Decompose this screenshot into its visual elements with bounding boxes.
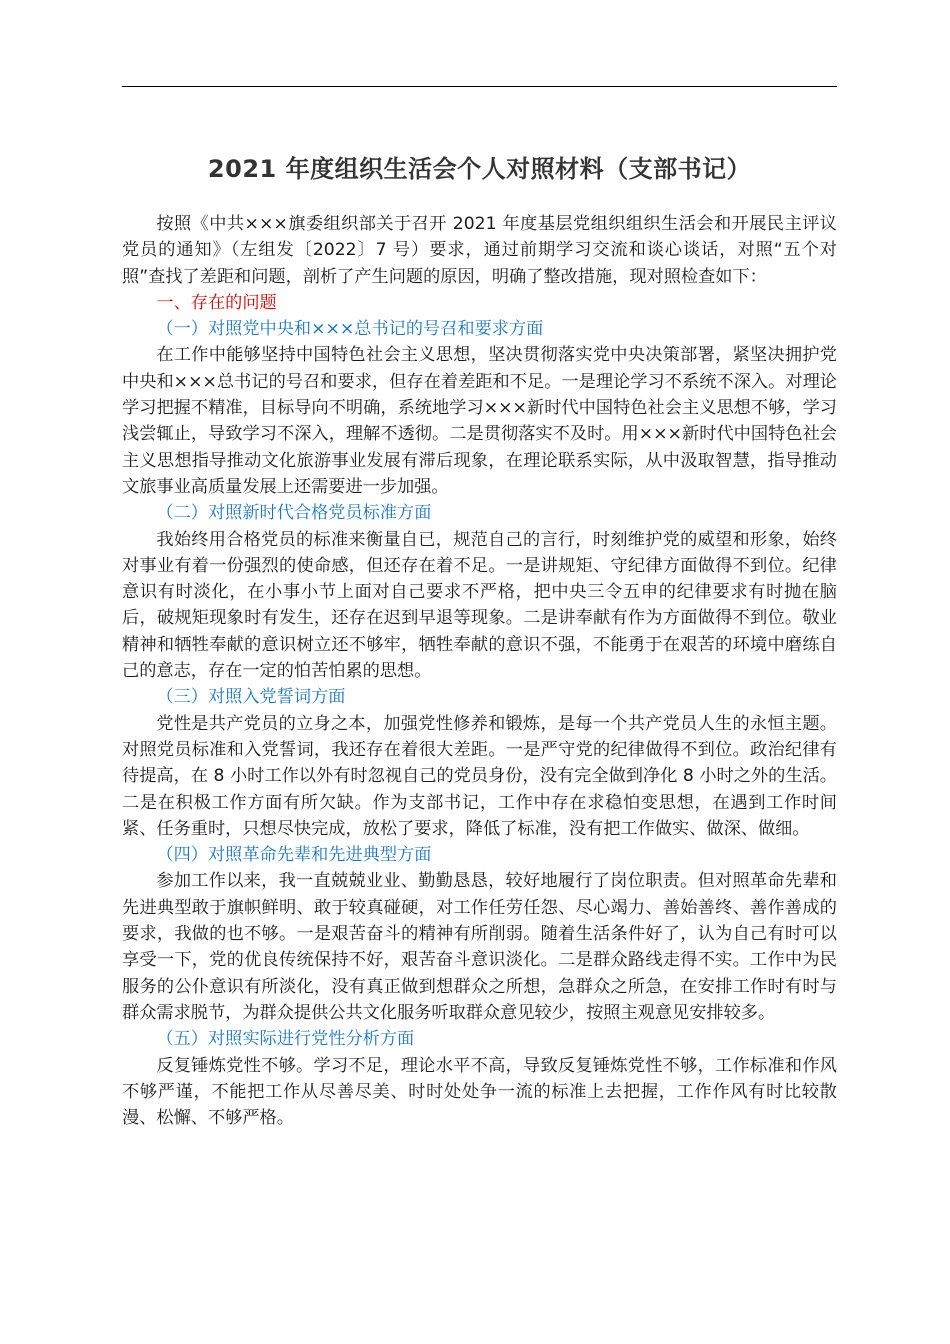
subsection-paragraph-3: 党性是共产党员的立身之本，加强党性修养和锻炼，是每一个共产党员人生的永恒主题。对照党员标准和入党誓词，我还存在着很大差距。一是严守党的纪律做得不到位。政治纪律有待提高，在 8 小时工作以外有时忽视自己的党员身份，没有完全做到净化 8 小时之外的生活。二是在积极工作方面有所欠缺。作为支部书记，工作中存在求稳怕变思想，在遇到工作时间紧、任务重时，只想尽快完成，放松了要求，降低了标准，没有把工作做实、做深、做细。 <box>122 713 837 839</box>
subsection-paragraph-1: 在工作中能够坚持中国特色社会主义思想，坚决贯彻落实党中央决策部署，紧坚决拥护党中央和×××总书记的号召和要求，但存在着差距和不足。一是理论学习不系统不深入。对理论学习把握不精准，目标导向不明确，系统地学习×××新时代中国特色社会主义思想不够，学习浅尝辄止，导致学习不深入，理解不透彻。二是贯彻落实不及时。用×××新时代中国特色社会主义思想指导推动文化旅游事业发展有滞后现象，在理论联系实际，从中汲取智慧，指导推动文旅事业高质量发展上还需要进一步加强。 <box>122 345 837 497</box>
subsection-heading-5: （五）对照实际进行党性分析方面 <box>156 1029 415 1050</box>
subsection-paragraph-4: 参加工作以来，我一直兢兢业业、勤勤恳恳，较好地履行了岗位职责。但对照革命先辈和先进典型敢于旗帜鲜明、敢于较真碰硬，对工作任劳任怨、尽心竭力、善始善终、善作善成的要求，我做的也不够。一是艰苦奋斗的精神有所削弱。随着生活条件好了，认为自己有时可以享受一下，党的优良传统保持不好，艰苦奋斗意识淡化。二是群众路线走得不实。工作中为民服务的公仆意识有所淡化，没有真正做到想群众之所想，急群众之所急，在安排工作时有时与群众需求脱节，为群众提供公共文化服务听取群众意见较少，按照主观意见安排较多。 <box>122 871 837 1023</box>
header-rule <box>122 86 837 87</box>
subsection-heading-3: （三）对照入党誓词方面 <box>156 687 346 708</box>
subsection-paragraph-5: 反复锤炼党性不够。学习不足，理论水平不高，导致反复锤炼党性不够，工作标准和作风不够严谨，不能把工作从尽善尽美、时时处处争一流的标准上去把握，工作作风有时比较散漫、松懈、不够严格。 <box>122 1055 837 1129</box>
intro-paragraph: 按照《中共×××旗委组织部关于召开 2021 年度基层党组织组织生活会和开展民主评议党员的通知》（左组发〔2022〕7 号）要求，通过前期学习交流和谈心谈话，对照“五个对照”查找了差距和问题，剖析了产生问题的原因，明确了整改措施，现对照检查如下： <box>122 214 837 287</box>
subsection-heading-2: （二）对照新时代合格党员标准方面 <box>156 503 432 524</box>
document-title: 2021 年度组织生活会个人对照材料（支部书记） <box>207 155 752 183</box>
section-heading-problems: 一、存在的问题 <box>156 292 277 313</box>
subsection-paragraph-2: 我始终用合格党员的标准来衡量自已，规范自己的言行，时刻维护党的威望和形象，始终对事业有着一份强烈的使命感，但还存在着不足。一是讲规矩、守纪律方面做得不到位。纪律意识有时淡化，在小事小节上面对自己要求不严格，把中央三令五申的纪律要求有时抛在脑后，破规矩现象时有发生，还存在迟到早退等现象。二是讲奉献有作为方面做得不到位。敬业精神和牺牲奉献的意识树立还不够牢，牺牲奉献的意识不强，不能勇于在艰苦的环境中磨练自己的意志，存在一定的怕苦怕累的思想。 <box>122 529 837 682</box>
subsection-heading-4: （四）对照革命先辈和先进典型方面 <box>156 845 432 866</box>
document-body <box>122 211 837 1131</box>
subsection-heading-1: （一）对照党中央和×××总书记的号召和要求方面 <box>156 319 544 340</box>
